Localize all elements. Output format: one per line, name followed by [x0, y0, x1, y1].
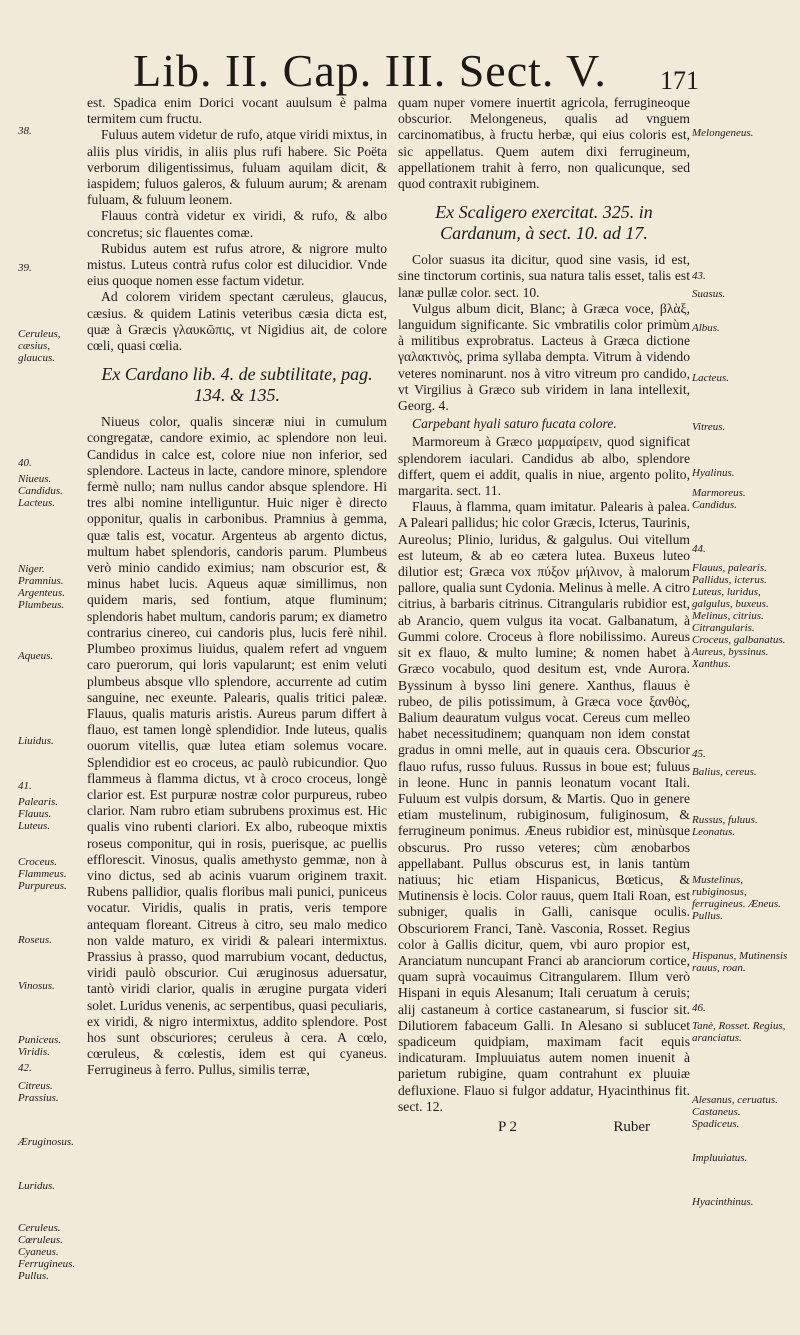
margin-note: Ceruleus. Cœruleus. Cyaneus. Ferrugineus. Pullus.: [18, 1222, 76, 1282]
catchword: Ruber: [613, 1118, 650, 1135]
signature-mark: P 2: [498, 1118, 518, 1135]
margin-note: Vinosus.: [18, 980, 55, 992]
paragraph: Vulgus album dicit, Blanc; à Græca voce, βλὰξ, languidum significante. Sic vmbratilis color primùm à militibus exprobratus. Lacteus à Græca dictione γαλακτινὸς, prima syllaba dempta. Vitrum à videndo veteres nominarunt. nos à vitro vitreum pro candido, vt Virgilius à Græco sub viridem in lana intellexit, Georg. 4.: [398, 300, 690, 414]
margin-note: Melongeneus.: [692, 127, 754, 139]
verse-quote: Carpebant hyali saturo fucata colore.: [412, 416, 617, 432]
section-heading: Ex Cardano lib. 4. de subtilitate, pag. 134. & 135.: [101, 364, 373, 406]
margin-note: Liuidus.: [18, 735, 54, 747]
paragraph: quam nuper vomere inuertit agricola, ferrugineoque obscurior. Melongeneus, qualis ad vnguem carcinomatibus, à fructu herbæ, qui eius coloris est, sic appellatus. Quem autem dixi ferrugineum, appellationem trahit à ferro, non qualicunque, sed quod contraxit rubiginem.: [398, 95, 690, 192]
margin-note: Hispanus, Mutinensis rauus, roan.: [692, 950, 788, 974]
margin-note: Flauus, palearis. Pallidus, icterus. Luteus, luridus, galgulus, buxeus. Melinus, citrius. Citrangularis. Croceus, galbanatus. Aureus, byssinus. Xanthus.: [692, 562, 786, 670]
paragraph: Marmoreum à Græco μαρμαίρειν, quod significat splendorem iaculari. Candidus ab albo, splendore differt, quem ei addit, qualis in niue, argento polito, margarita. sect. 11.: [398, 434, 690, 499]
paragraph: Fuluus autem videtur de rufo, atque viridi mixtus, in aliis plus viridis, in aliis plus rufi habere. Sic Poëta verborum diligentissimus, fuluam aquilam dicit, & iaspidem; fuluos galeros, & fuluum aurum; & arenam fuluam, & fuluum leonem.: [87, 127, 387, 208]
margin-note: Mustelinus, rubiginosus, ferrugineus. Æneus. Pullus.: [692, 874, 781, 922]
margin-note: Hyacinthinus.: [692, 1196, 754, 1208]
paragraph: Rubidus autem est rufus atrore, & nigrore multo mistus. Luteus contrà rufus color est dilucidior. Vnde eius quoque nomen esse factum videtur.: [87, 240, 387, 289]
margin-note: Aqueus.: [18, 650, 54, 662]
margin-note: Suasus.: [692, 288, 726, 300]
section-heading: Ex Scaligero exercitat. 325. in Cardanum, à sect. 10. ad 17.: [435, 202, 653, 244]
margin-note: Albus.: [692, 322, 720, 334]
margin-note: Tanè, Rosset. Regius, aranciatus.: [692, 1020, 786, 1044]
margin-number: 42.: [18, 1062, 32, 1074]
margin-number: 44.: [692, 543, 706, 555]
margin-note: Alesanus, ceruatus. Castaneus. Spadiceus.: [692, 1094, 778, 1130]
margin-number: 43.: [692, 270, 706, 282]
margin-note: Impluuiatus.: [692, 1152, 748, 1164]
margin-note: Niueus. Candidus. Lacteus.: [18, 473, 63, 509]
margin-note: Palearis. Flauus. Luteus.: [18, 796, 59, 832]
right-column: [398, 95, 690, 1135]
paragraph: Ad colorem viridem spectant cæruleus, glaucus, cæsius. & quidem Latinis veteribus cæsia dicta est, quæ à Græcis γλαυκῶπις, vt Nigidius ait, de colore cœli, quasi cœlia.: [87, 289, 387, 354]
margin-note: Balius, cereus.: [692, 766, 757, 778]
paragraph: Flauus contrà videtur ex viridi, & rufo, & albo concretus; sic flauentes comæ.: [87, 208, 387, 240]
page-number: 171: [660, 66, 699, 95]
margin-note: Ceruleus, cæsius, glaucus.: [18, 328, 61, 364]
margin-number: 40.: [18, 457, 32, 469]
margin-note: Æruginosus.: [18, 1136, 74, 1148]
margin-number: 46.: [692, 1002, 706, 1014]
margin-note: Russus, fuluus. Leonatus.: [692, 814, 758, 838]
margin-note: Luridus.: [18, 1180, 55, 1192]
margin-note: Hyalinus.: [692, 467, 735, 479]
margin-note: Puniceus. Viridis.: [18, 1034, 62, 1058]
paragraph: Niueus color, qualis sinceræ niui in cumulum congregatæ, candore eximio, ac splendore non leui. Candidus in calce est, colore niue non inferior, sed splendore. Lacteus in lacte, candore minore, splendore fermè nullo; nam nullus candor absque splendore. Hi tres albi nomine intelliguntur. Huic niger è directo opponitur, qualis in carbonibus. Pramnius à gemma, quæ talis est, vocatur. Argenteus ab argento dictus, multum habet splendoris, candoris parum. Plumbeus verò minio candido eximius; nam obscurior est, & minus habet lucis. Aqueus aquæ simillimus, non quidem maris, sed fontium, atque fluminum; splendoris habet multum, candoris parum; ex diametro contrarius cinereo, cui candoris plus, lucis ferè nihil. Plumbeo proximus liuidus, qualem refert ad vnguem caro puerorum, qui loris vapularunt; est enim veluti plumbeus absque vllo splendore, accurrente ad cutim sanguine, nec exeunte. Palearis, qualis tritici paleæ. Flauus, qualis maturis aristis. Aureus parum differt à flauo, est tamen longè splendidior. Inde luteus, qualis ouorum vitellis, quæ lutea etiam solemus vocare. Splendidior est eo croceus, ac paulò rubicundior. Quo flammeus à flamma dictus, vt à croco croceus, longè clarior est. Est purpuræ nostræ color purpureus, rubeo clarior. Nam rubro etiam subrubens proximus est. Hic qualis vino rubenti clariori. Ex albo, rubeoque mixtis roseus componitur, qui in rosis, puerisque, ac puellis efflorescit. Vinosus, qualis amethysto gemmæ, non à vino dictus, sed ab acinis vuarum originem traxit. Rubens pallidior, qualis floribus mali punici, puniceus vocatur. Viridis, qualis in pratis, veris tempore antequam floreant. Citreus à citro, seu malo medico non valde maturo, ex viridi & paleari intermixtus. Prassius à prasso, quod marrubium vocant, deductus, viridi paulò obscurior. Cui æruginosus aduersatur, tantò viridi clarior, qualis in ærugine purgata videri solet. Luridus venenis, ac serpentibus, quasi peculiaris, ex viridi, & nigro intermixtus, addito splendore. Post hos sunt obscuriores; ceruleus à cera. A cœlo, cœruleus, & cœlestis, idem est qui cyaneus. Ferrugineus à ferro. Pullus, similis terræ,: [87, 414, 387, 1078]
paragraph: Color suasus ita dicitur, quod sine vasis, id est, sine tinctorum cortinis, sua natura talis esset, talis est lanæ pullæ color. sect. 10.: [398, 252, 690, 300]
margin-number: 45.: [692, 748, 706, 760]
running-head: Lib. II. Cap. III. Sect. V.: [133, 45, 607, 96]
margin-note: Lacteus.: [692, 372, 729, 384]
margin-number: 39.: [18, 262, 32, 274]
paragraph: Flauus, à flamma, quam imitatur. Palearis à palea. A Paleari pallidus; hic color Græcis, Icterus, Taurinis, Aureolus; Plinio, luridus, & galgulus. Oui vitellum est luteum, & ab eo cætera lutea. Buxeus luteo dilutior est; Græca vox πύξον μήλινον, à malorum pallore, qualia sunt Cydonia. Melinus à melle. A citro citrius, à barbaris citrinus. Citrangularis rubidior est, ab Arancio, quem vulgus ita vocat. Galbanatum, à Gummi colore. Croceus à flore nobilissimo. Aureus sit ex flauo, & multo lumine; & nomen habet à Græco vocabulo, quod desitum est, vnde Aurora. Byssinum à bysso lini genere. Xanthus, flauus è rubeo, de pilis potissimum, à Græca voce ξανθὸς, Balium deauratum vulgus vocat. Cereus cum melleo habet necessitudinem; quanquam non idem constat gradus in omni melle, aut in quauis cera. Obscurior flauo rufus, russo fuluus. Russus in boue est; fuluus in leone. Hunc in pannis leonatum vocant Itali. Fuluum est vulpis dorsum, & Martis. Quo in genere etiam mustelinum, rubiginosum, fuliginosum, & ferrugineum ponimus. Æneus rubidior est, minùsque obscurus. Pro russo veteres; cùm ænobarbos appellabant. Pullus obscurus est, in lanis tantùm natiuus; hic etiam Hispanicus, Bœticus, & Mutinensis è locis. Color rauus, quem Itali Roan, est subniger, qualis in Galli, canisque oculis. Obscuriorem Franci, Tanè. Vasconia, Rosset. Regius color à Gallis dicitur, quem, vbi auro propior est, Aranciatum nuncupant Franci ab aranciorum cortice, quam suprà vocauimus Citrangularem. Illum verò Hispani in equis Alesanum; Itali ceruatum à ceruis; alij castaneum à cortice castanearum, si fuscior sit. Dilutiorem fabaceum Galli. In Alesano si sublucet spadiceum quidpiam, maximam facit equis indicaturam. Impluuiatus autem nomen inuenit à parietum rubigine, quam contrahunt ex pluuiæ defluxione. Flauo si fulgor addatur, Hyacinthinus fit. sect. 12.: [398, 499, 690, 1114]
margin-note: Croceus. Flammeus. Purpureus.: [18, 856, 67, 892]
margin-number: 41.: [18, 780, 32, 792]
left-column: [87, 95, 387, 1079]
margin-note: Niger. Pramnius. Argenteus. Plumbeus.: [18, 563, 65, 611]
margin-note: Marmoreus. Candidus.: [692, 487, 746, 511]
margin-note: Citreus. Prassius.: [18, 1080, 59, 1104]
page-footer: [398, 1119, 690, 1135]
margin-note: Roseus.: [18, 934, 52, 946]
margin-number: 38.: [18, 125, 32, 137]
paragraph: est. Spadica enim Dorici vocant auulsum è palma termitem cum fructu.: [87, 95, 387, 127]
margin-note: Vitreus.: [692, 421, 726, 433]
